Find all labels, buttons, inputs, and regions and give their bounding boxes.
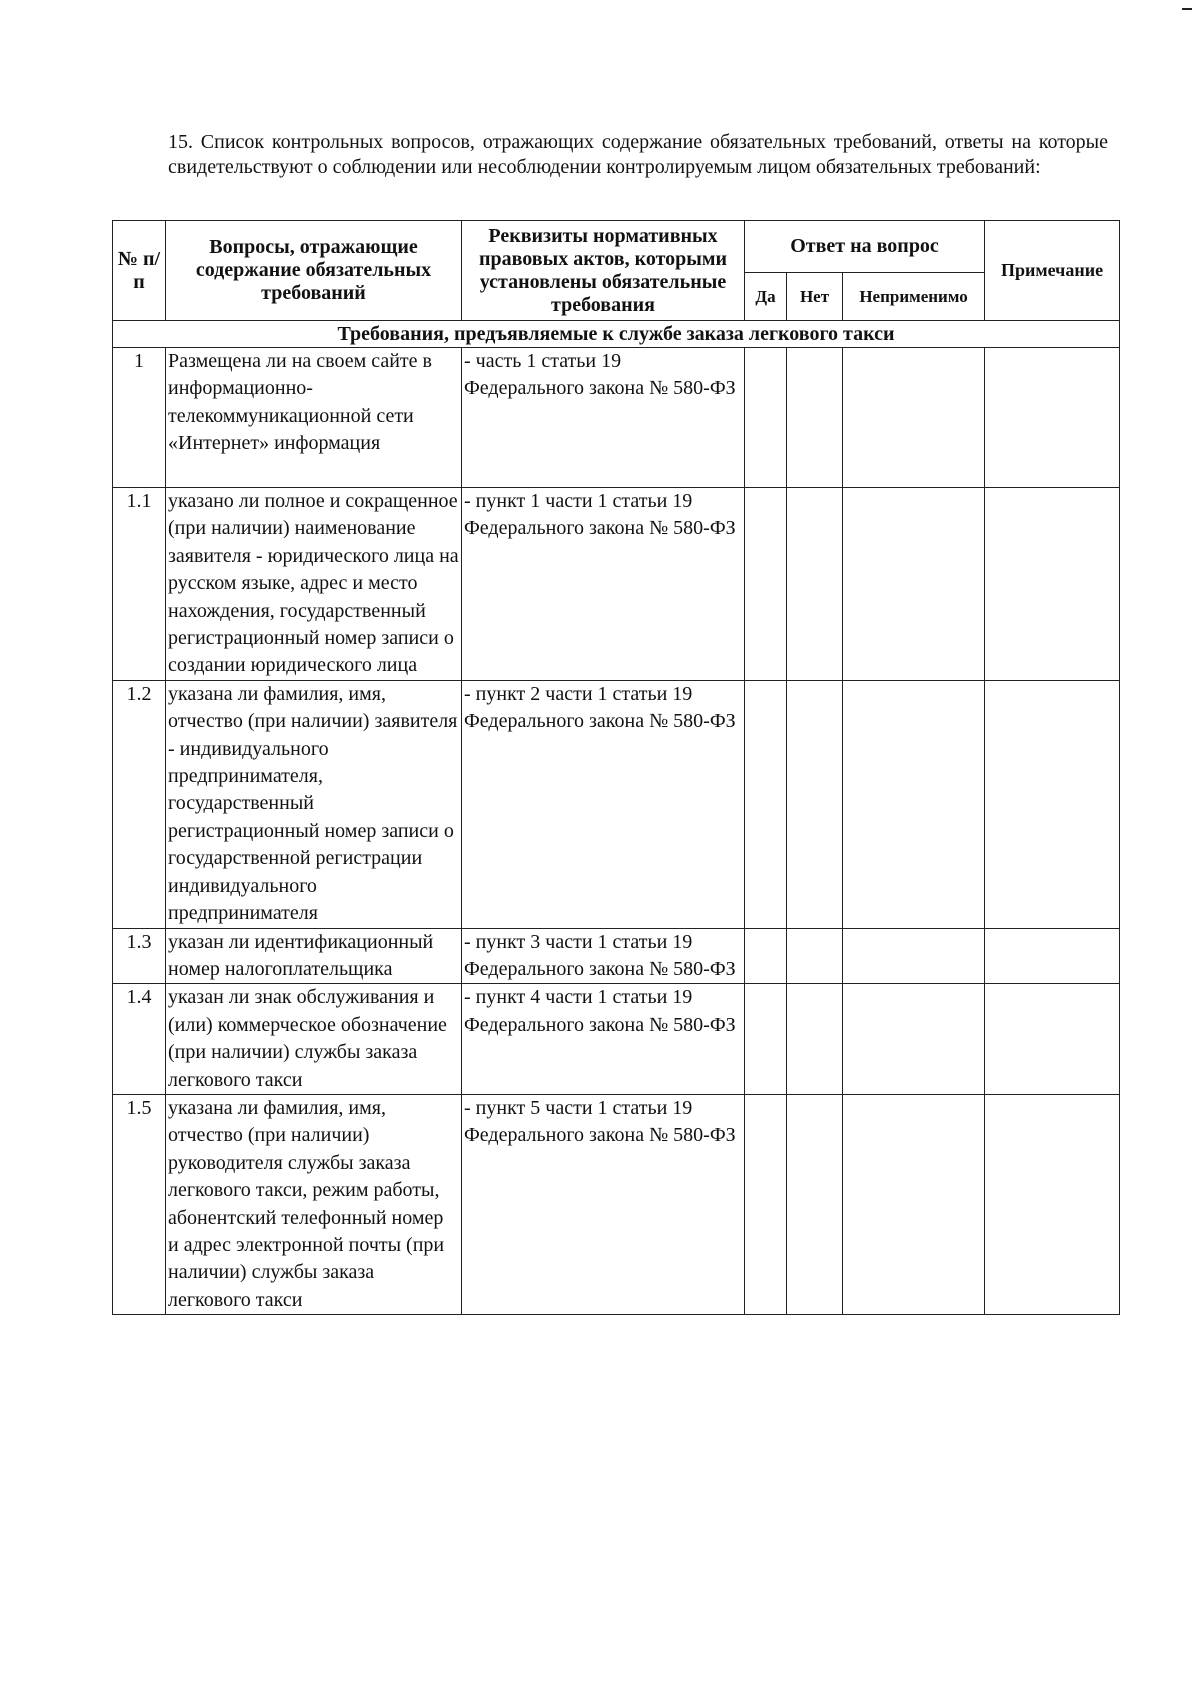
note-cell[interactable] [985,984,1120,1095]
row-act: - пункт 4 части 1 статьи 19 Федерального закона № 580-ФЗ [462,984,745,1095]
row-question: указан ли идентификационный номер налогоплательщика [166,928,462,984]
header-na: Неприменимо [843,273,985,321]
answer-na-cell[interactable] [843,928,985,984]
answer-yes-cell[interactable] [745,488,787,681]
answer-no-cell[interactable] [787,488,843,681]
answer-no-cell[interactable] [787,984,843,1095]
answer-na-cell[interactable] [843,1094,985,1314]
answer-yes-cell[interactable] [745,928,787,984]
row-question: указана ли фамилия, имя, отчество (при наличии) руководителя службы заказа легкового такси, режим работы, абонентский телефонный номер и адрес электронной почты (при наличии) службы заказа легкового такси [166,1094,462,1314]
answer-yes-cell[interactable] [745,348,787,488]
intro-paragraph: 15. Список контрольных вопросов, отражающих содержание обязательных требований, ответы на которые свидетельствуют о соблюдении или несоблюдении контролируемым лицом обязательных требований: [168,131,1108,178]
note-cell[interactable] [985,680,1120,928]
header-note: Примечание [985,221,1120,321]
table-row [113,1094,1120,1314]
answer-na-cell[interactable] [843,680,985,928]
table-row [113,348,1120,488]
answer-yes-cell[interactable] [745,680,787,928]
header-question: Вопросы, отражающие содержание обязательных требований [166,221,462,321]
row-num: 1 [113,348,166,488]
note-cell[interactable] [985,488,1120,681]
row-num: 1.5 [113,1094,166,1314]
answer-yes-cell[interactable] [745,1094,787,1314]
answer-na-cell[interactable] [843,488,985,681]
table-row [113,984,1120,1095]
row-question: указана ли фамилия, имя, отчество (при наличии) заявителя - индивидуального предпринимателя, государственный регистрационный номер записи о государственной регистрации индивидуального предпринимателя [166,680,462,928]
answer-no-cell[interactable] [787,680,843,928]
row-num: 1.4 [113,984,166,1095]
row-act: - пункт 5 части 1 статьи 19 Федерального закона № 580-ФЗ [462,1094,745,1314]
answer-na-cell[interactable] [843,348,985,488]
row-act: - часть 1 статьи 19 Федерального закона № 580-ФЗ [462,348,745,488]
header-acts: Реквизиты нормативных правовых актов, которыми установлены обязательные требования [462,221,745,321]
header-yes: Да [745,273,787,321]
note-cell[interactable] [985,928,1120,984]
header-no: Нет [787,273,843,321]
row-act: - пункт 3 части 1 статьи 19 Федерального закона № 580-ФЗ [462,928,745,984]
row-act: - пункт 2 части 1 статьи 19 Федерального закона № 580-ФЗ [462,680,745,928]
table-row [113,928,1120,984]
note-cell[interactable] [985,348,1120,488]
table-row [113,680,1120,928]
header-answer: Ответ на вопрос [745,221,985,273]
row-num: 1.1 [113,488,166,681]
row-act: - пункт 1 части 1 статьи 19 Федерального закона № 580-ФЗ [462,488,745,681]
page-corner-mark [1182,8,1192,10]
answer-no-cell[interactable] [787,348,843,488]
section-title: Требования, предъявляемые к службе заказа легкового такси [113,321,1120,348]
row-question: Размещена ли на своем сайте в информационно-телекоммуникационной сети «Интернет» информация [166,348,462,488]
note-cell[interactable] [985,1094,1120,1314]
row-num: 1.2 [113,680,166,928]
requirements-table [112,220,1120,1315]
section-row [113,321,1120,348]
row-question: указано ли полное и сокращенное (при наличии) наименование заявителя - юридического лица на русском языке, адрес и место нахождения, государственный регистрационный номер записи о создании юридического лица [166,488,462,681]
row-question: указан ли знак обслуживания и (или) коммерческое обозначение (при наличии) службы заказа легкового такси [166,984,462,1095]
answer-na-cell[interactable] [843,984,985,1095]
answer-no-cell[interactable] [787,1094,843,1314]
header-num: № п/п [113,221,166,321]
row-num: 1.3 [113,928,166,984]
answer-no-cell[interactable] [787,928,843,984]
answer-yes-cell[interactable] [745,984,787,1095]
table-row [113,488,1120,681]
